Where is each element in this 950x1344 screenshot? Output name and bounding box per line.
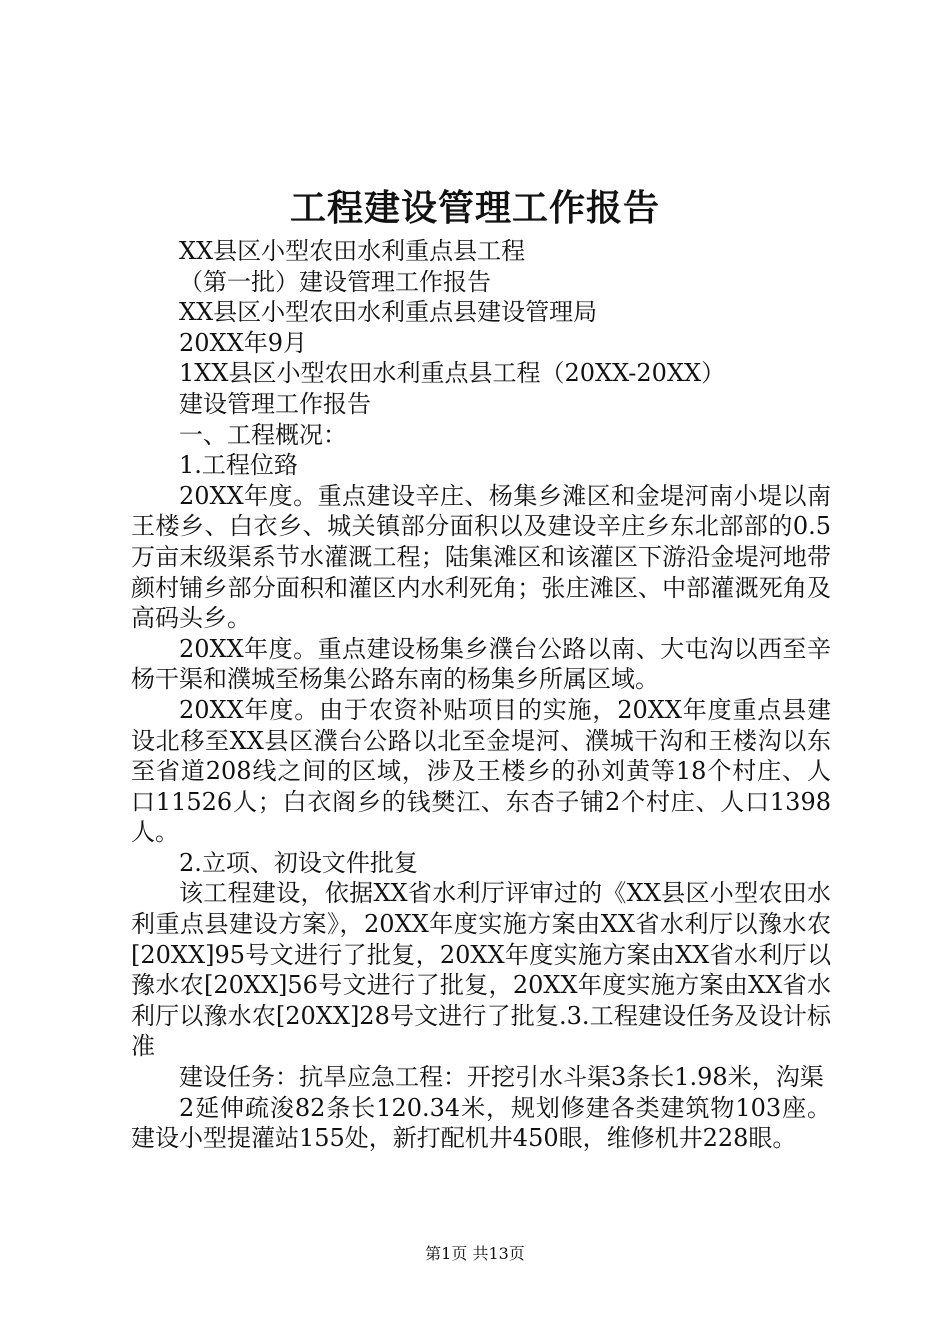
body-paragraph: 建设任务：抗旱应急工程：开挖引水斗渠3条长1.98米，沟渠 (179, 1063, 824, 1092)
date-line: 20XX年9月 (179, 328, 307, 357)
subtitle-line: XX县区小型农田水利重点县工程 (179, 237, 526, 265)
section-heading: 一、工程概况： (179, 420, 347, 449)
body-paragraph: 20XX年度。由于农资补贴项目的实施，20XX年度重点县建设北移至XX县区濮台公路以北至金堤河、濮城干沟和王楼沟以东至省道208线之间的区域，涉及王楼乡的孙刘黄等18个村庄、人口11526人；白衣阁乡的钱樊江、东杏子铺2个村庄、人口1398人。 (131, 695, 831, 847)
body-paragraph: 20XX年度。重点建设杨集乡濮台公路以南、大屯沟以西至辛杨干渠和濮城至杨集公路东南的杨集乡所属区域。 (131, 634, 831, 694)
subtitle-line: （第一批）建设管理工作报告 (179, 267, 491, 296)
subsection-heading: 2.立项、初设文件批复 (179, 848, 418, 877)
issuer-line: XX县区小型农田水利重点县建设管理局 (179, 298, 598, 327)
section-heading: 1XX县区小型农田水利重点县工程（20XX-20XX） (179, 359, 726, 388)
body-paragraph: 2延伸疏浚82条长120.34米，规划修建各类建筑物103座。建设小型提灌站155处，新打配机井450眼，维修机井228眼。 (131, 1093, 831, 1153)
body-paragraph: 20XX年度。重点建设辛庄、杨集乡滩区和金堤河南小堤以南王楼乡、白衣乡、城关镇部分面积以及建设辛庄乡东北部部的0.5万亩末级渠系节水灌溉工程；陆集滩区和该灌区下游沿金堤河地带颜村铺乡部分面积和灌区内水利死角；张庄滩区、中部灌溉死角及高码头乡。 (131, 481, 831, 633)
subsection-heading: 1.工程位臵 (179, 451, 298, 480)
body-paragraph: 该工程建设，依据XX省水利厅评审过的《XX县区小型农田水利重点县建设方案》，20XX年度实施方案由XX省水利厅以豫水农[20XX]95号文进行了批复，20XX年度实施方案由XX省水利厅以豫水农[20XX]56号文进行了批复，20XX年度实施方案由XX省水利厅以豫水农[20XX]28号文进行了批复.3.工程建设任务及设计标准 (131, 879, 831, 1061)
page-footer: 第1页 共13页 (425, 1244, 525, 1263)
section-heading: 建设管理工作报告 (179, 389, 371, 418)
document-body (131, 236, 831, 1154)
document-title: 工程建设管理工作报告 (289, 187, 660, 229)
